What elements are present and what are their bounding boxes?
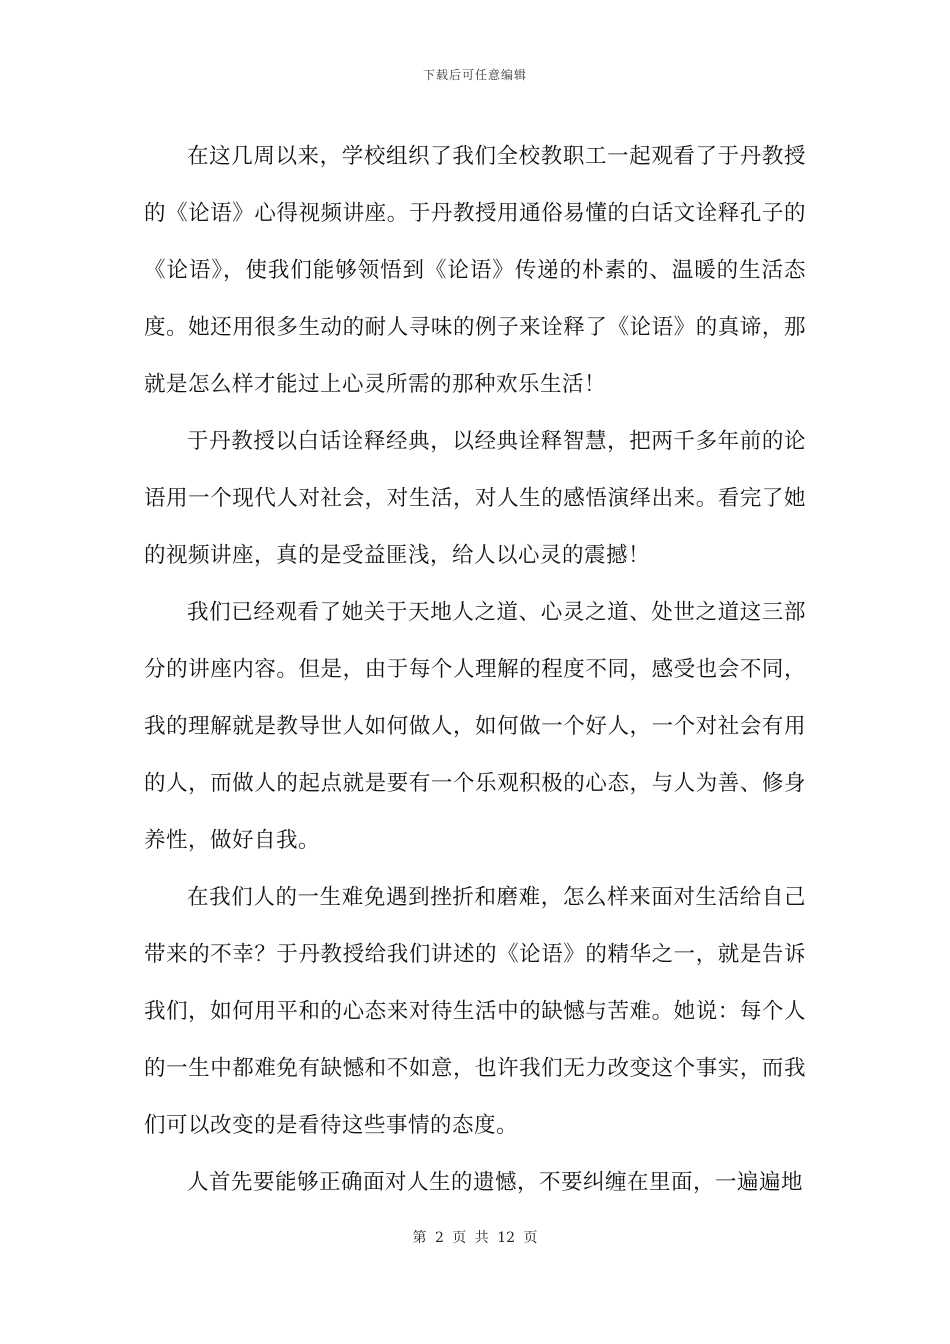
page-number-footer: 第 2 页 共 12 页	[412, 1230, 538, 1246]
page-header: 下载后可任意编辑	[422, 68, 527, 82]
paragraph: 在这几周以来，学校组织了我们全校教职工一起观看了于丹教授的《论语》心得视频讲座。于丹教授用通俗易懂的白话文诠释孔子的《论语》，使我们能够领悟到《论语》传递的朴素的、温暖的生活态度。她还用很多生动的耐人寻味的例子来诠释了《论语》的真谛，那就是怎么样才能过上心灵所需的那种欢乐生活！	[144, 144, 806, 397]
paragraph: 人首先要能够正确面对人生的遗憾，不要纠缠在里面，一遍遍地	[187, 1170, 804, 1195]
paragraph: 在我们人的一生难免遇到挫折和磨难，怎么样来面对生活给自己带来的不幸？于丹教授给我们讲述的《论语》的精华之一，就是告诉我们，如何用平和的心态来对待生活中的缺憾与苦难。她说：每个人的一生中都难免有缺憾和不如意，也许我们无力改变这个事实，而我们可以改变的是看待这些事情的态度。	[144, 885, 806, 1138]
paragraph: 我们已经观看了她关于天地人之道、心灵之道、处世之道这三部分的讲座内容。但是，由于每个人理解的程度不同，感受也会不同，我的理解就是教导世人如何做人，如何做一个好人，一个对社会有用的人，而做人的起点就是要有一个乐观积极的心态，与人为善、修身养性，做好自我。	[144, 600, 806, 853]
document-body	[144, 128, 806, 1211]
paragraph: 于丹教授以白话诠释经典，以经典诠释智慧，把两千多年前的论语用一个现代人对社会，对生活，对人生的感悟演绎出来。看完了她的视频讲座，真的是受益匪浅，给人以心灵的震撼！	[144, 429, 806, 568]
